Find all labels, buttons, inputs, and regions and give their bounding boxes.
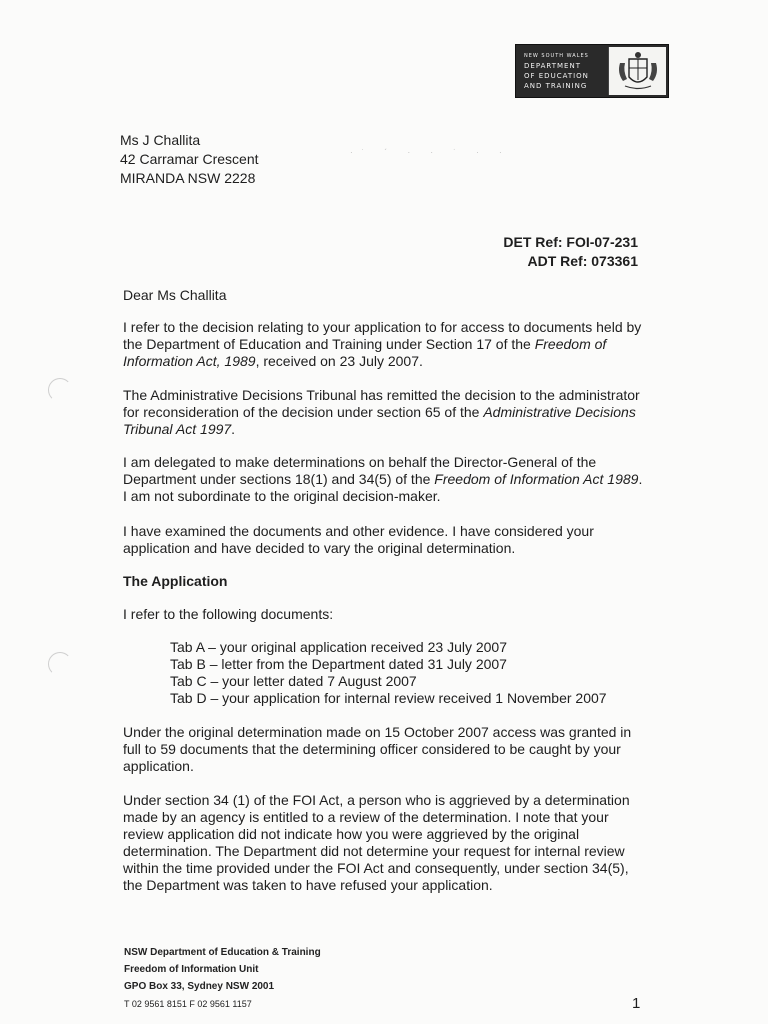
paragraph-2-text: The Administrative Decisions Tribunal has remitted the decision to the administrator for reconsideration of the decision under section 65 of the: [123, 387, 640, 420]
footer-address: GPO Box 33, Sydney NSW 2001: [124, 981, 275, 992]
footer-unit: Freedom of Information Unit: [124, 964, 259, 975]
list-item: Tab B – letter from the Department dated 31 July 2007: [170, 656, 507, 672]
paragraph-5-text: I refer to the following documents:: [123, 606, 334, 622]
det-reference: DET Ref: FOI-07-231: [503, 234, 638, 250]
paragraph-4-text: I have examined the documents and other evidence. I have considered your application and have decided to vary the original determination.: [123, 523, 594, 556]
punch-hole-mark: [48, 378, 72, 402]
department-logo: [515, 44, 669, 98]
paragraph-2-end: .: [231, 421, 236, 437]
paragraph-3-text: I am delegated to make determinations on behalf the Director-General of the Department under sections 18(1) and 34(5) of the: [123, 454, 597, 487]
footer-phone: T 02 9561 8151 F 02 9561 1157: [124, 999, 252, 1009]
paragraph-1-end: , received on 23 July 2007.: [255, 353, 423, 369]
logo-wordmark: [516, 45, 606, 97]
foi-act-title: Freedom of Information Act, 1989: [123, 336, 607, 369]
paragraph-1-text: I refer to the decision relating to your application to for access to documents held by the Department of Education and Training under Section 17 of the: [123, 319, 642, 352]
recipient-suburb: MIRANDA NSW 2228: [120, 170, 256, 186]
list-item: Tab C – your letter dated 7 August 2007: [170, 673, 417, 689]
coat-of-arms-icon: [608, 47, 666, 95]
recipient-name: Ms J Challita: [120, 132, 201, 148]
paragraph-7: [123, 792, 643, 894]
letter-footer: [124, 944, 321, 1013]
adt-reference: ADT Ref: 073361: [527, 253, 638, 269]
paragraph-6: [123, 724, 643, 775]
list-item: Tab A – your original application received 23 July 2007: [170, 639, 507, 655]
logo-line-3: OF EDUCATION: [524, 72, 589, 80]
scan-noise: ·˙ ´ · · ˙ · ·: [350, 148, 511, 157]
reference-block: [503, 233, 638, 271]
paragraph-1: [123, 319, 643, 370]
logo-line-1: NEW SOUTH WALES: [524, 53, 589, 59]
logo-line-4: AND TRAINING: [524, 82, 588, 90]
document-tab-list: [170, 639, 607, 707]
paragraph-6-text: Under the original determination made on 15 October 2007 access was granted in full to 59 documents that the determining officer considered to be caught by your application.: [123, 724, 632, 774]
recipient-address: [120, 131, 259, 188]
foi-act-title-2: Freedom of Information Act 1989: [434, 471, 639, 487]
punch-hole-mark: [48, 652, 72, 676]
paragraph-7-text: Under section 34 (1) of the FOI Act, a person who is aggrieved by a determination made by an agency is entitled to a review of the determination. I note that your review application did not indicate how you were aggrieved by the original determination. The Department did not determine your request for internal review within the time provided under the FOI Act and consequently, under section 34(5), the Department was taken to have refused your application.: [123, 792, 630, 893]
paragraph-3: [123, 454, 643, 505]
logo-line-2: DEPARTMENT: [524, 62, 581, 70]
recipient-street: 42 Carramar Crescent: [120, 151, 259, 167]
paragraph-4: [123, 523, 643, 557]
paragraph-2: [123, 387, 643, 438]
section-heading-application: The Application: [123, 573, 228, 589]
salutation: [123, 287, 643, 304]
footer-org: NSW Department of Education & Training: [124, 947, 321, 958]
paragraph-5: [123, 606, 643, 623]
list-item: Tab D – your application for internal review received 1 November 2007: [170, 690, 607, 706]
salutation-text: Dear Ms Challita: [123, 287, 227, 303]
page-number: 1: [632, 995, 641, 1012]
paragraph-3-end: . I am not subordinate to the original decision-maker.: [123, 471, 643, 504]
adt-act-title: Administrative Decisions Tribunal Act 1997: [123, 404, 636, 437]
